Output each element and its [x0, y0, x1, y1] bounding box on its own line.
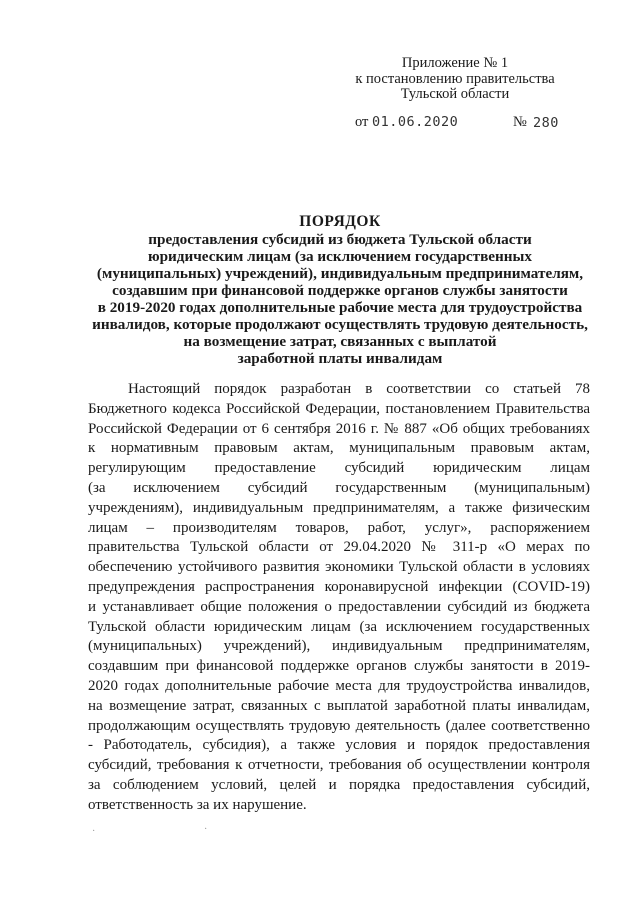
title-line: предоставления субсидий из бюджета Тульской области — [148, 231, 532, 248]
resolution-date: 01.06.2020 — [372, 114, 459, 130]
body-line: (за исключением субсидий государственным (муниципальным) — [88, 479, 590, 496]
body-line: регулирующим предоставление субсидий юридическим лицам — [88, 460, 590, 477]
body-line: к нормативным правовым актам, муниципальным правовым актам, — [88, 440, 590, 457]
body-paragraph — [88, 380, 590, 816]
body-line: правительства Тульской области от 29.04.2020 № 311-р «О мерах по — [88, 539, 590, 556]
annex-line-1: Приложение № 1 — [401, 55, 509, 71]
scan-speck: · — [204, 824, 208, 835]
title-line: инвалидов, которые продолжают осуществлять трудовую деятельность, — [92, 316, 588, 333]
body-line: Бюджетного кодекса Российской Федерации, постановлением Правительства — [88, 400, 590, 417]
title-line: создавшим при финансовой поддержке органов службы занятости — [112, 282, 568, 299]
body-line: - Работодатель, субсидия), а также условия и порядок предоставления — [88, 737, 590, 754]
title-line: юридическим лицам (за исключением государственных — [147, 248, 532, 265]
body-line: Тульской области юридическим лицам (за исключением государственных — [88, 618, 590, 635]
body-line: продолжающим осуществлять трудовую деятельность (далее соответственно — [88, 717, 590, 734]
body-line: (муниципальных) учреждений), индивидуальным предпринимателям, — [88, 638, 590, 655]
body-line: за соблюдением условий, целей и порядка предоставления субсидий, — [88, 776, 590, 793]
scan-speck: · — [92, 826, 96, 837]
body-line: обеспечению устойчивого развития экономики Тульской области в условиях — [88, 559, 590, 576]
number-label: № — [513, 114, 527, 130]
body-line: субсидий, требования к отчетности, требования об осуществлении контроля — [88, 757, 590, 774]
annex-header — [340, 56, 570, 103]
title-line: заработной платы инвалидам — [237, 350, 443, 367]
body-line: создавшим при финансовой поддержке органов службы занятости в 2019- — [88, 658, 590, 675]
body-line: учреждениям), индивидуальным предпринимателям, а также физическим — [88, 499, 590, 516]
document-title — [90, 213, 590, 367]
body-line: Настоящий порядок разработан в соответствии со статьей 78 — [128, 381, 590, 397]
title-line: в 2019-2020 годах дополнительные рабочие места для трудоустройства — [97, 299, 583, 316]
resolution-number: 280 — [533, 115, 559, 131]
body-line: ответственность за их нарушение. — [88, 796, 307, 813]
body-line: предупреждения распространения коронавирусной инфекции (COVID-19) — [88, 578, 590, 595]
title-line: (муниципальных) учреждений), индивидуальным предпринимателям, — [96, 265, 584, 282]
body-line: и устанавливает общие положения о предоставлении субсидий из бюджета — [88, 598, 590, 615]
resolution-reference — [355, 114, 575, 131]
body-line: лицам – производителям товаров, работ, услуг», распоряжением — [88, 519, 590, 536]
date-prefix: от — [355, 114, 369, 130]
body-line: Российской Федерации от 6 сентября 2016 г. № 887 «Об общих требованиях — [88, 420, 590, 437]
annex-line-2: к постановлению правительства — [355, 70, 555, 87]
body-line: 2020 годах дополнительные рабочие места для трудоустройства инвалидов, — [88, 677, 590, 694]
body-line: на возмещение затрат, связанных с выплатой заработной платы инвалидам, — [88, 697, 590, 714]
title-heading: ПОРЯДОК — [299, 213, 381, 230]
title-line: на возмещение затрат, связанных с выплатой — [183, 333, 497, 350]
annex-line-3: Тульской области — [400, 86, 510, 102]
